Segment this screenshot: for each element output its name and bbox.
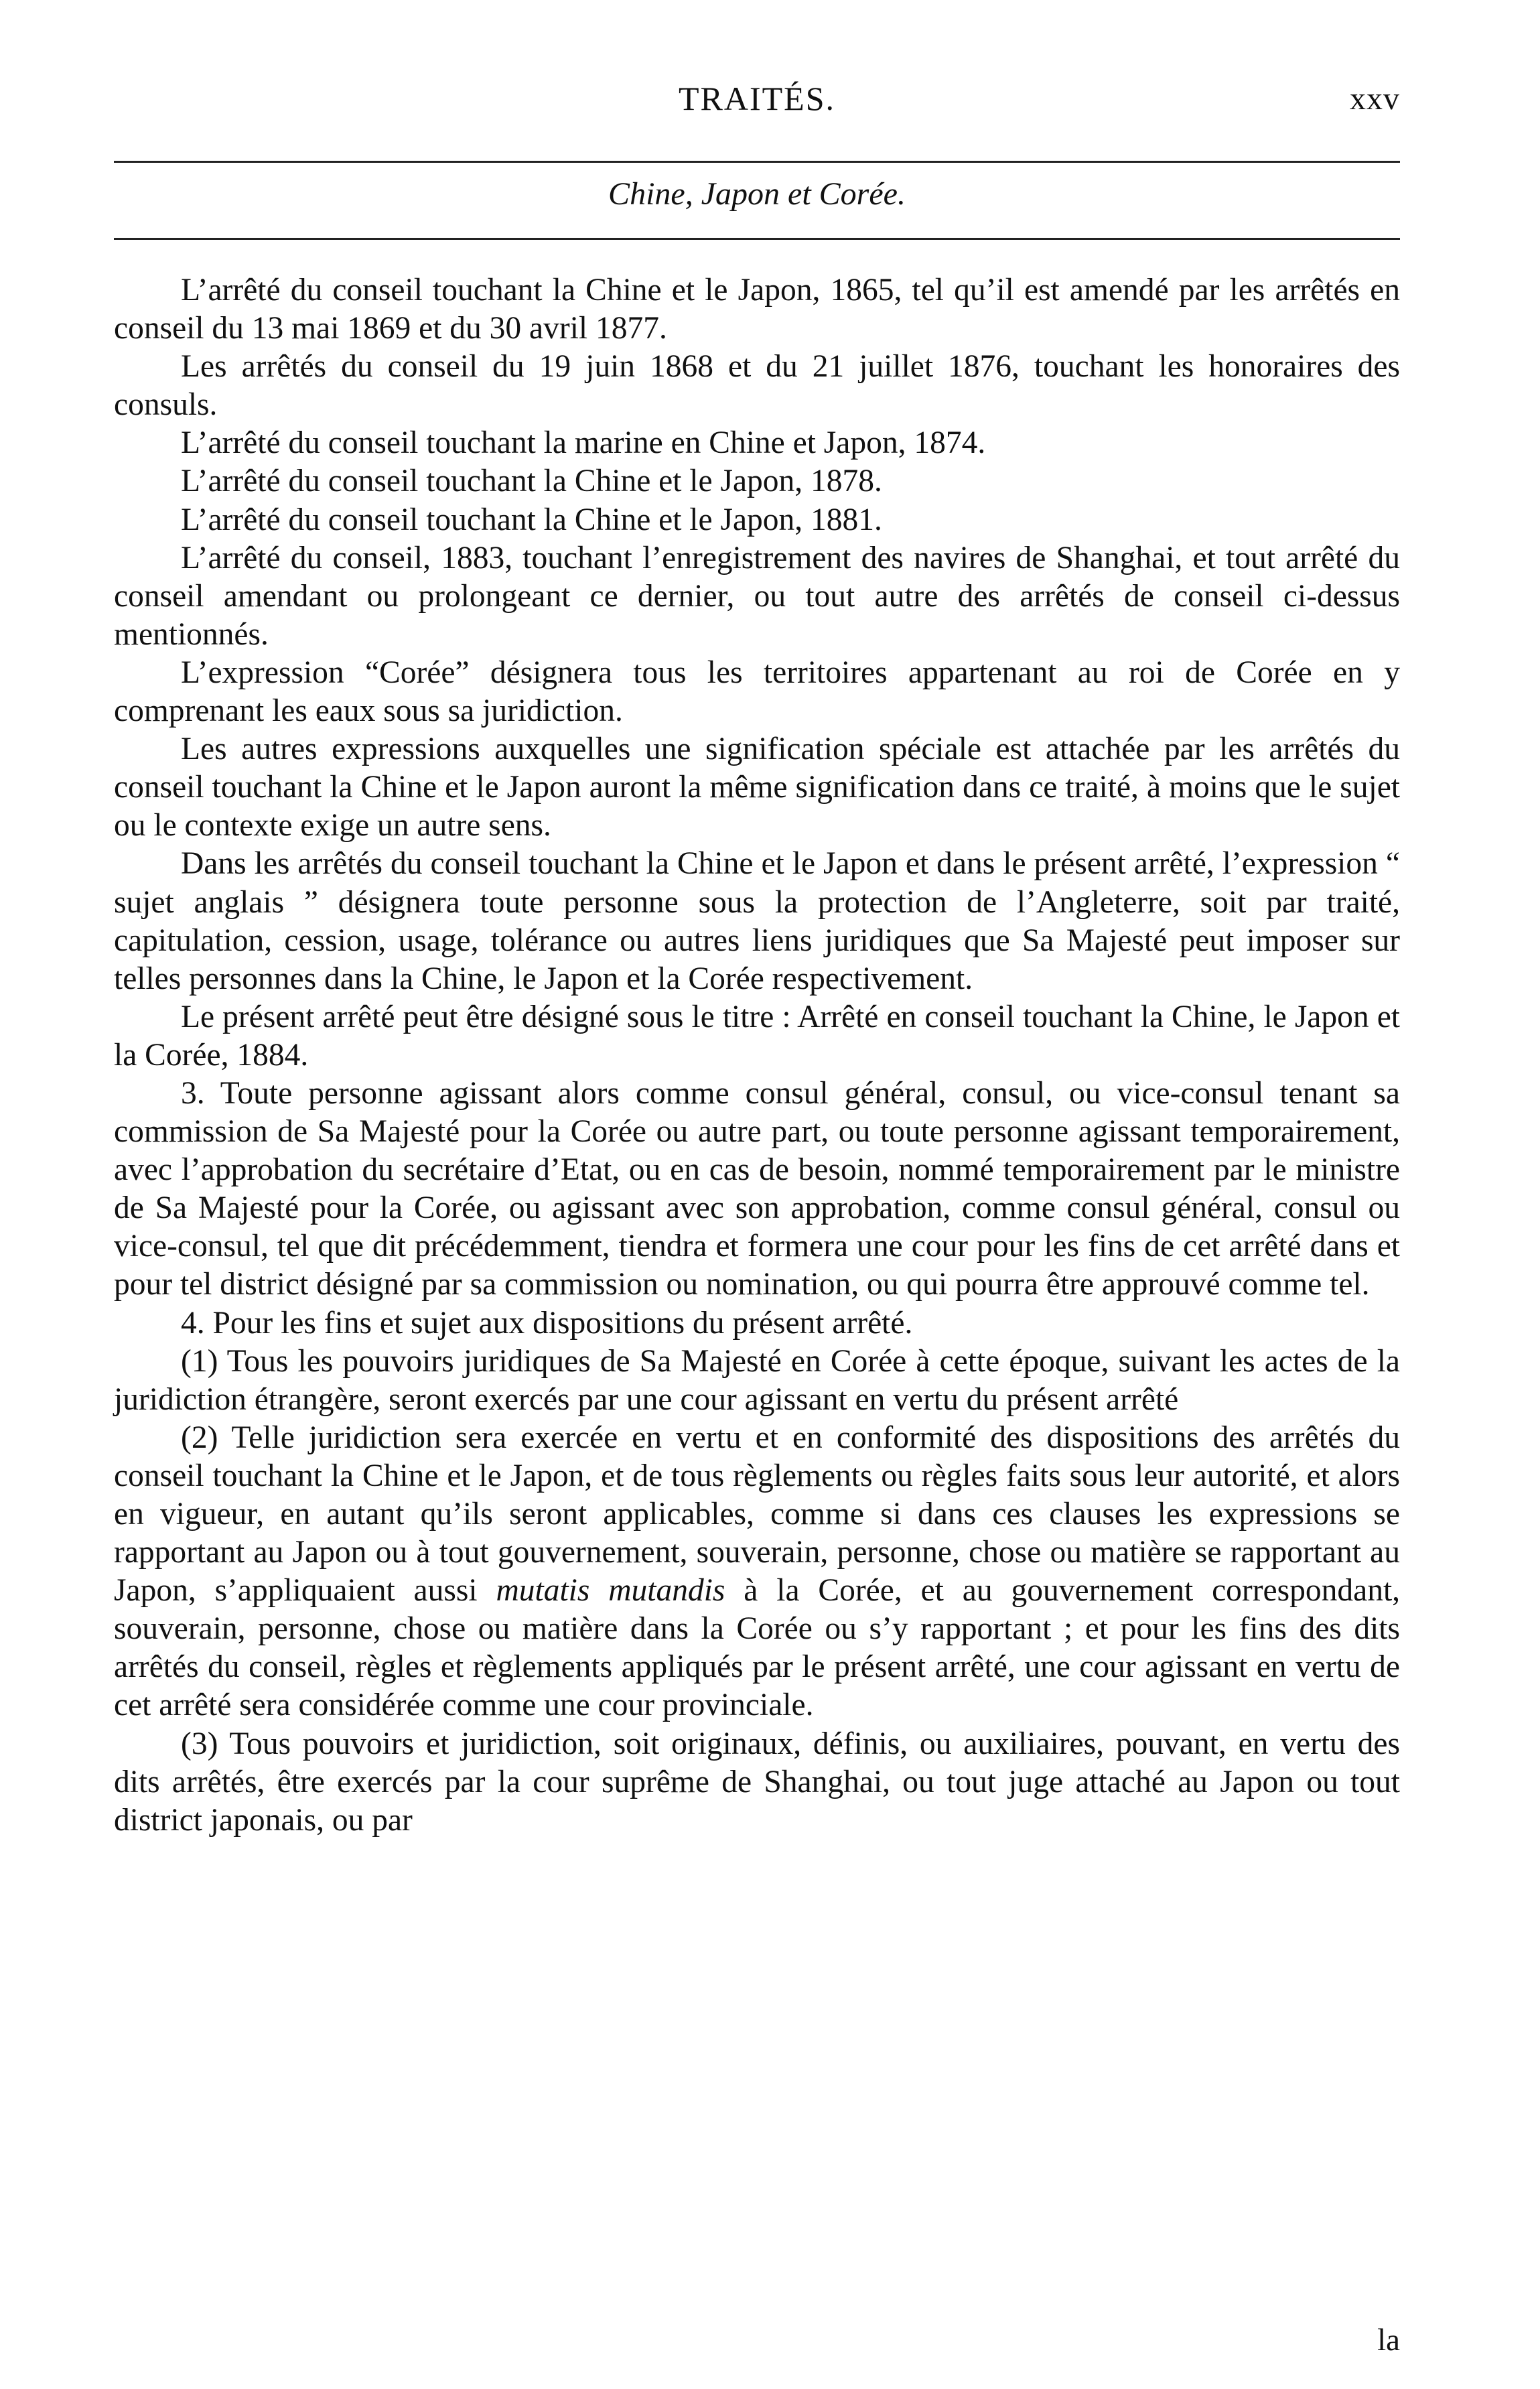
paragraph-15: (3) Tous pouvoirs et juridiction, soit originaux, définis, ou auxiliaires, pouvant, en vertu des dits arrêtés, être exercés par la cour suprême de Shanghai, ou tout juge attaché au Japon ou tout district japonais, ou par bbox=[114, 1726, 1400, 1838]
running-head bbox=[114, 79, 1400, 126]
paragraph-14 bbox=[114, 1419, 1400, 1725]
paragraph-10: Le présent arrêté peut être désigné sous le titre : Arrêté en conseil touchant la Chine, le Japon et la Corée, 1884. bbox=[114, 999, 1400, 1073]
running-title: TRAITÉS. bbox=[678, 80, 836, 117]
paragraph-14-before: (2) Telle juridiction sera exercée en vertu et en conformité des dispositions des arrêtés du conseil touchant la Chine et le Japon, et de tous règlements ou règles faits sous leur autorité, et alors en vigueur, en autant qu’ils seront applicables, comme si dans ces clauses les expressions se rapportant au Japon ou à tout gouvernement, souverain, personne, chose ou matière se rapportant au Japon, s’appliquaient aussi bbox=[114, 1420, 1400, 1609]
top-rule bbox=[114, 161, 1400, 163]
paragraph-9: Dans les arrêtés du conseil touchant la Chine et le Japon et dans le présent arrêté, l’expression “ sujet anglais ” désignera toute personne sous la protection de l’Angleterre, soit par traité, capitulation, cession, usage, tolérance ou autres liens juridiques que Sa Majesté peut imposer sur telles personnes dans la Chine, le Japon et la Corée respectivement. bbox=[114, 846, 1400, 996]
paragraph-3: L’arrêté du conseil touchant la marine en Chine et Japon, 1874. bbox=[181, 425, 986, 461]
section-heading: Chine, Japon et Corée. bbox=[608, 176, 906, 212]
paragraph-14-after: à la Corée, et au gouvernement correspondant, souverain, personne, chose ou matière dans la Corée ou s’y rapportant ; et pour les fins des dits arrêtés du conseil, règles et règlements appliqués par le présent arrêté, une cour agissant en vertu de cet arrêté sera considérée comme une cour provinciale. bbox=[114, 1573, 1401, 1723]
paragraph-14-italic-phrase: mutatis mutandis bbox=[496, 1573, 725, 1609]
paragraph-4: L’arrêté du conseil touchant la Chine et le Japon, 1878. bbox=[181, 464, 882, 499]
body-text bbox=[114, 271, 1400, 1840]
bottom-rule bbox=[114, 238, 1400, 240]
paragraph-1: L’arrêté du conseil touchant la Chine et le Japon, 1865, tel qu’il est amendé par les arrêtés en conseil du 13 mai 1869 et du 30 avril 1877. bbox=[114, 273, 1400, 346]
paragraph-6: L’arrêté du conseil, 1883, touchant l’enregistrement des navires de Shanghai, et tout arrêté du conseil amendant ou prolongeant ce dernier, ou tout autre des arrêtés de conseil ci-dessus mentionnés. bbox=[114, 540, 1400, 652]
paragraph-2: Les arrêtés du conseil du 19 juin 1868 et du 21 juillet 1876, touchant les honoraires des consuls. bbox=[114, 349, 1400, 423]
paragraph-7: L’expression “Corée” désignera tous les territoires appartenant au roi de Corée en y comprenant les eaux sous sa juridiction. bbox=[114, 655, 1400, 729]
paragraph-8: Les autres expressions auxquelles une signification spéciale est attachée par les arrêtés du conseil touchant la Chine et le Japon auront la même signification dans ce traité, à moins que le sujet ou le contexte exige un autre sens. bbox=[114, 732, 1400, 843]
paragraph-5: L’arrêté du conseil touchant la Chine et le Japon, 1881. bbox=[181, 502, 882, 537]
page-number: xxv bbox=[1350, 81, 1400, 117]
catchword: la bbox=[1377, 2323, 1400, 2358]
paragraph-13: (1) Tous les pouvoirs juridiques de Sa Majesté en Corée à cette époque, suivant les actes de la juridiction étrangère, seront exercés par une cour agissant en vertu du présent arrêté bbox=[114, 1343, 1400, 1417]
paragraph-11: 3. Toute personne agissant alors comme consul général, consul, ou vice-consul tenant sa commission de Sa Majesté pour la Corée ou autre part, ou toute personne agissant temporairement, avec l’approbation du secrétaire d’Etat, ou en cas de besoin, nommé temporairement par le ministre de Sa Majesté pour la Corée, ou agissant avec son approbation, comme consul général, consul ou vice-consul, tel que dit précédemment, tiendra et formera une cour pour les fins de cet arrêté dans et pour tel district désigné par sa commission ou nomination, ou qui pourra être approuvé comme tel. bbox=[114, 1075, 1400, 1302]
paragraph-12: 4. Pour les fins et sujet aux dispositions du présent arrêté. bbox=[181, 1305, 913, 1341]
